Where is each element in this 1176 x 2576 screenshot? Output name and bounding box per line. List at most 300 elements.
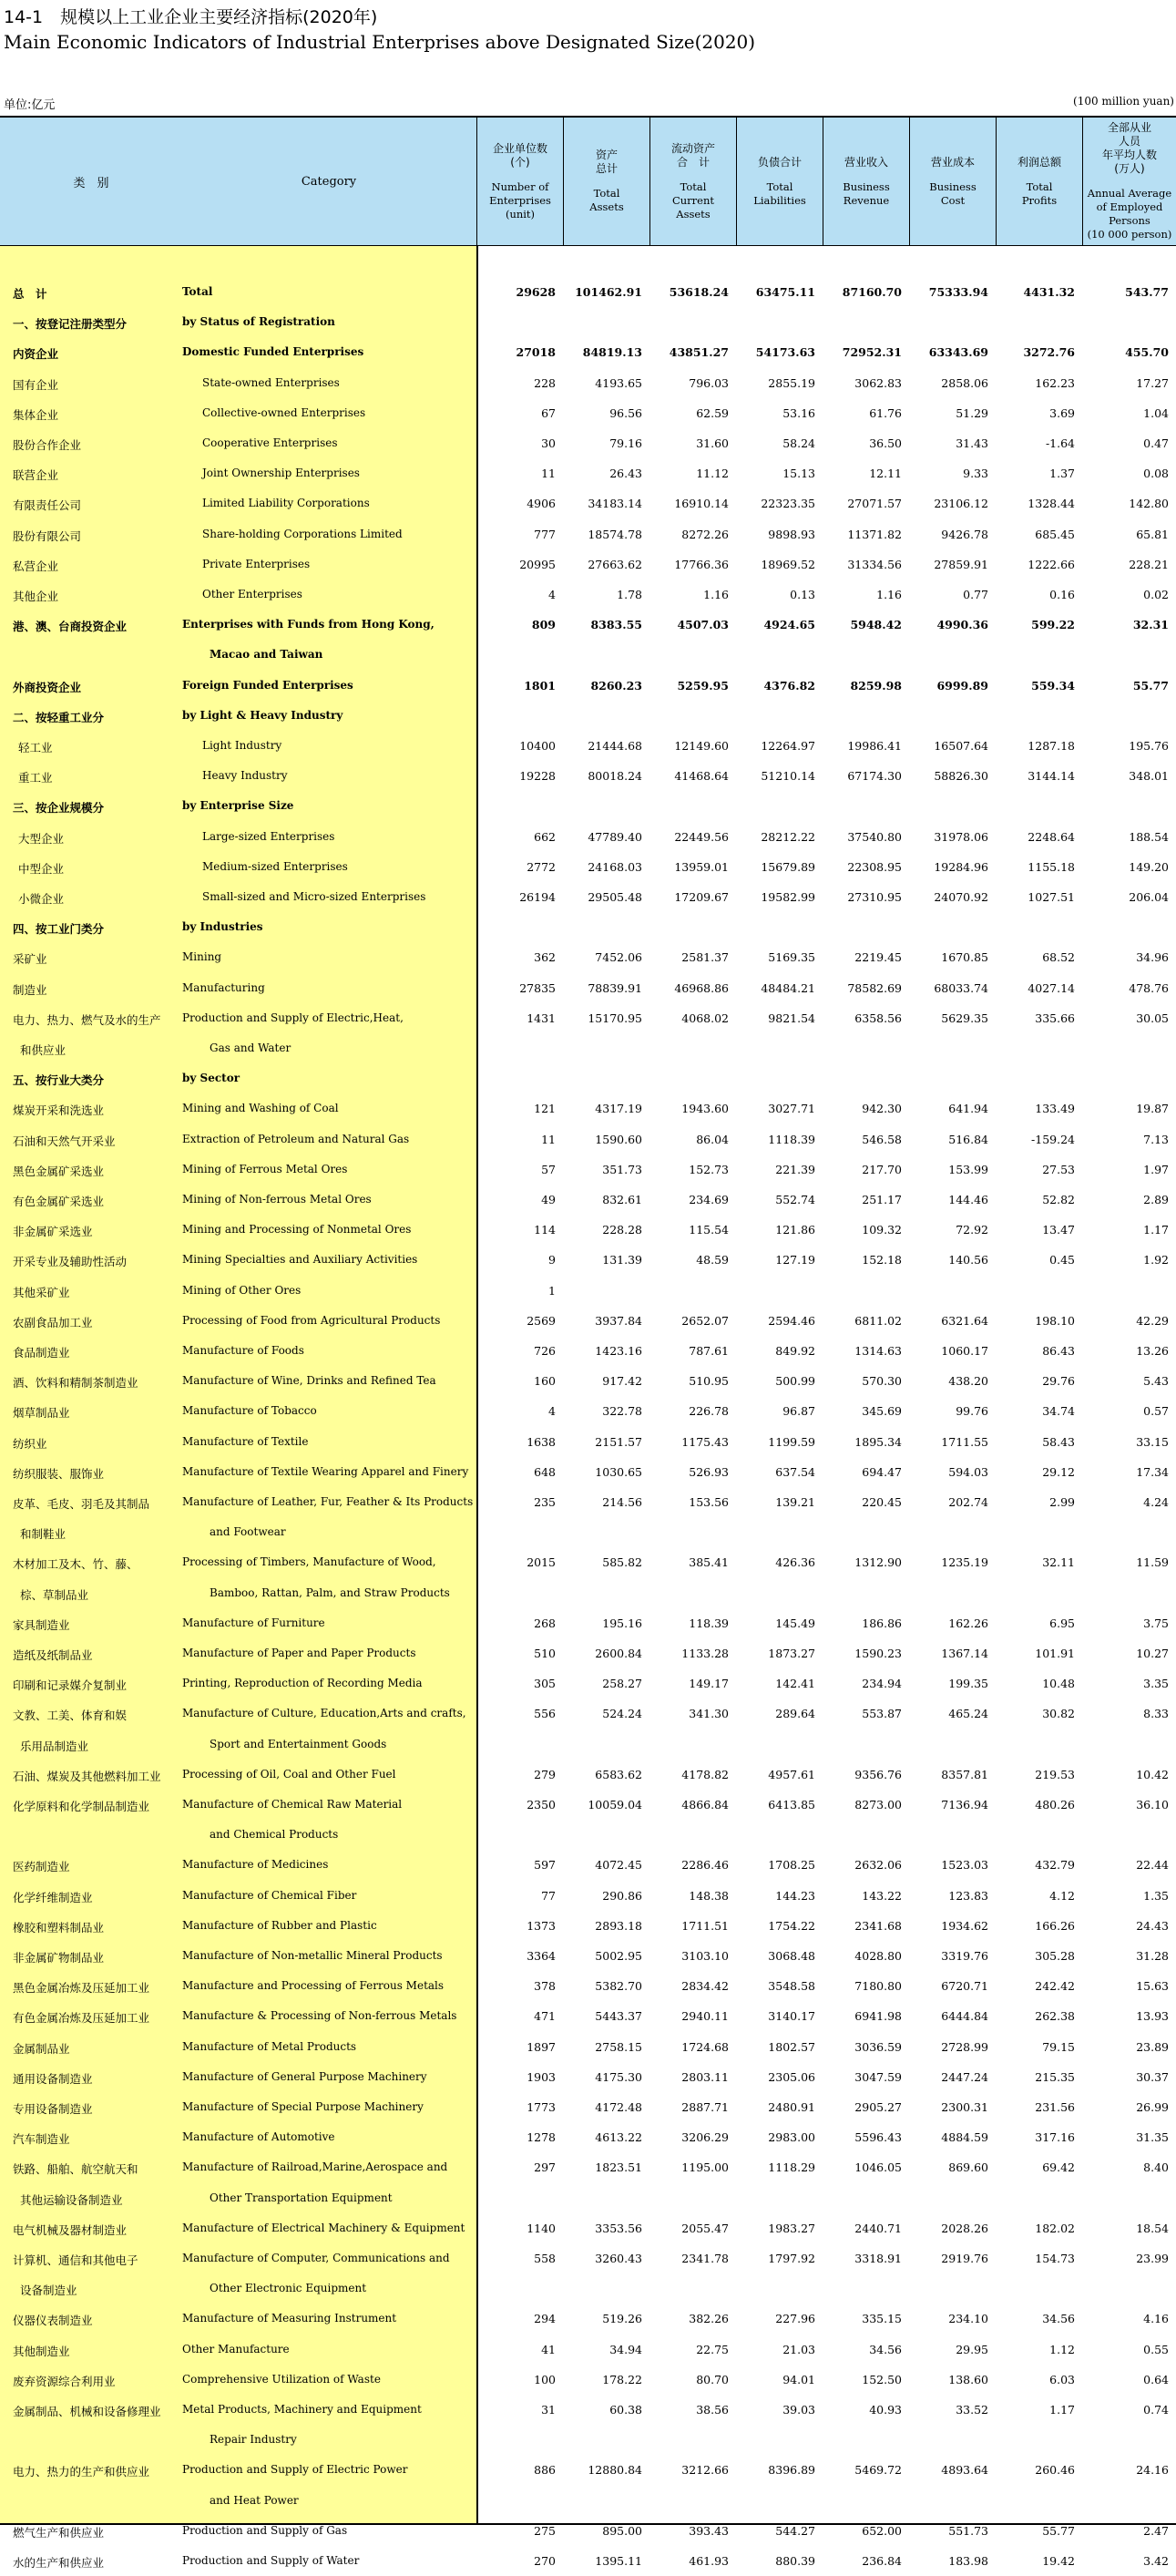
row-value: 4178.82 <box>681 1767 729 1781</box>
row-category-en: and Heat Power <box>210 2493 299 2507</box>
row-value: 1.92 <box>1143 1253 1169 1267</box>
row-value: 685.45 <box>1035 527 1075 541</box>
row-value: 1195.00 <box>681 2160 729 2175</box>
row-value: 1797.92 <box>768 2252 815 2265</box>
row-value: 49 <box>541 1193 556 1206</box>
row-value: 6941.98 <box>854 2009 902 2024</box>
row-category-en: Production and Supply of Water <box>182 2554 360 2567</box>
table-row <box>0 1579 1176 1608</box>
row-value: 6811.02 <box>854 1313 902 1328</box>
row-value: 8272.26 <box>681 527 729 541</box>
row-value: 2341.68 <box>854 1918 902 1933</box>
row-category-zh: 水的生产和供应业 <box>13 2556 105 2570</box>
table-row <box>0 1185 1176 1215</box>
row-value: 2632.06 <box>854 1858 902 1873</box>
row-value: 1027.51 <box>1028 890 1075 904</box>
row-value: 270 <box>534 2554 556 2568</box>
row-value: 886 <box>534 2463 556 2478</box>
header-column-zh: 资产 总计 <box>595 149 618 175</box>
row-category-zh: 化学纤维制造业 <box>13 1890 93 1904</box>
table-row <box>0 2487 1176 2516</box>
row-value: 3140.17 <box>768 2009 815 2024</box>
row-value: 13.93 <box>1136 2009 1169 2024</box>
row-value: 235 <box>534 1495 556 1509</box>
row-value: 726 <box>534 1344 556 1358</box>
row-value: 251.17 <box>862 1193 902 1206</box>
row-value: 7452.06 <box>595 950 642 965</box>
row-category-zh: 其他企业 <box>13 590 59 603</box>
table-row <box>0 1458 1176 1487</box>
table-row <box>0 1034 1176 1063</box>
row-category-zh: 外商投资企业 <box>13 680 82 694</box>
row-value: 1983.27 <box>768 2221 815 2235</box>
row-value: 6720.71 <box>941 1979 988 1994</box>
row-value: 183.98 <box>948 2554 988 2568</box>
table-row <box>0 1912 1176 1941</box>
row-category-en: Production and Supply of Gas <box>182 2523 348 2537</box>
row-category-en: Medium-sized Enterprises <box>202 859 348 873</box>
row-value: 5469.72 <box>854 2463 902 2478</box>
row-value: 23.89 <box>1136 2039 1169 2054</box>
row-value: 67174.30 <box>847 769 902 784</box>
row-value: 9356.76 <box>854 1767 902 1781</box>
table-row <box>0 2274 1176 2304</box>
row-value: 23106.12 <box>934 497 988 511</box>
row-category-zh: 铁路、船舶、航空航天和 <box>13 2162 138 2177</box>
row-value: 2.89 <box>1143 1193 1169 1206</box>
row-category-en: Printing, Reproduction of Recording Media <box>182 1677 423 1690</box>
row-value: 29.95 <box>956 2342 988 2356</box>
row-value: 3.35 <box>1143 1677 1169 1691</box>
row-category-zh: 石油和天然气开采业 <box>13 1134 116 1148</box>
row-category-zh: 汽车制造业 <box>13 2132 70 2147</box>
row-value: 378 <box>534 1979 556 1994</box>
row-value: 3068.48 <box>768 1949 815 1963</box>
table-row <box>0 580 1176 610</box>
row-value: 220.45 <box>862 1495 902 1509</box>
row-value: 10059.04 <box>588 1798 642 1811</box>
row-value: 114 <box>534 1223 556 1237</box>
row-category-zh: 开采专业及辅助性活动 <box>13 1255 128 1269</box>
row-value: 19582.99 <box>761 890 815 904</box>
row-category-zh: 煤炭开采和洗选业 <box>13 1103 105 1118</box>
row-value: 34.74 <box>1042 1404 1075 1419</box>
row-value: 27071.57 <box>847 497 902 511</box>
row-value: 9898.93 <box>768 527 815 541</box>
row-value: 4028.80 <box>854 1949 902 1963</box>
row-value: 12880.84 <box>588 2463 642 2478</box>
row-value: 6583.62 <box>595 1767 642 1781</box>
row-value: 18.54 <box>1136 2221 1169 2235</box>
row-value: 648 <box>534 1464 556 1479</box>
row-category-en: Other Electronic Equipment <box>210 2282 367 2295</box>
row-value: 1638 <box>527 1434 556 1449</box>
row-category-zh: 医药制造业 <box>13 1860 70 1874</box>
row-value: 0.77 <box>963 588 988 601</box>
row-value: 32.31 <box>1132 618 1169 632</box>
row-value: 8259.98 <box>850 678 902 693</box>
table-row <box>0 943 1176 972</box>
row-value: 1802.57 <box>768 2039 815 2054</box>
row-value: 455.70 <box>1125 345 1169 360</box>
row-value: 2055.47 <box>681 2221 729 2235</box>
header-column-en: Total Profits <box>1021 180 1058 207</box>
row-value: 662 <box>534 829 556 844</box>
table-row <box>0 2184 1176 2213</box>
row-value: 1.97 <box>1143 1162 1169 1176</box>
row-category-zh: 石油、煤炭及其他燃料加工业 <box>13 1769 161 1783</box>
row-value: 26.43 <box>609 467 642 481</box>
row-value: 2600.84 <box>595 1647 642 1660</box>
table-row <box>0 459 1176 488</box>
row-value: 29.76 <box>1042 1374 1075 1389</box>
row-value: 217.70 <box>862 1162 902 1176</box>
row-category-en: Comprehensive Utilization of Waste <box>182 2372 381 2386</box>
row-value: 186.86 <box>862 1616 902 1630</box>
row-value: 48484.21 <box>761 980 815 995</box>
row-category-en: Manufacture of Chemical Fiber <box>182 1888 357 1902</box>
row-category-en: Extraction of Petroleum and Natural Gas <box>182 1132 410 1145</box>
row-value: 11.12 <box>696 467 729 481</box>
row-value: 438.20 <box>948 1374 988 1389</box>
row-value: 3047.59 <box>854 2069 902 2084</box>
row-category-zh: 四、按工业门类分 <box>13 922 105 937</box>
row-category-zh: 小微企业 <box>18 892 65 906</box>
header-column-en: Total Assets <box>589 187 624 213</box>
row-value: 231.56 <box>1035 2100 1075 2114</box>
row-value: 148.38 <box>689 1888 729 1903</box>
row-value: 11 <box>541 467 556 481</box>
header-column-4 <box>736 118 823 245</box>
row-category-zh: 电力、热力的生产和供应业 <box>13 2465 150 2479</box>
row-value: 99.76 <box>956 1404 988 1419</box>
row-category-en: Processing of Timbers, Manufacture of Wood, <box>182 1555 436 1569</box>
row-value: 80.70 <box>696 2372 729 2386</box>
table-row <box>0 1428 1176 1457</box>
table-row <box>0 2214 1176 2243</box>
row-value: 1.16 <box>876 588 902 601</box>
table-row <box>0 2063 1176 2092</box>
row-category-en: Manufacturing <box>182 980 265 994</box>
row-value: 34.94 <box>609 2342 642 2356</box>
row-value: 1943.60 <box>681 1102 729 1116</box>
row-value: 13.47 <box>1042 1223 1075 1237</box>
row-category-en: Collective-owned Enterprises <box>202 405 366 419</box>
row-value: 2758.15 <box>595 2039 642 2054</box>
row-value: 75333.94 <box>928 285 988 299</box>
row-category-zh: 国有企业 <box>13 377 59 392</box>
row-value: 3144.14 <box>1028 769 1075 784</box>
row-value: 166.26 <box>1035 1918 1075 1933</box>
row-value: 31.43 <box>956 436 988 450</box>
row-value: 27663.62 <box>588 557 642 571</box>
row-category-zh: 重工业 <box>18 771 53 785</box>
row-category-en: by Sector <box>182 1072 240 1085</box>
row-value: 585.82 <box>602 1555 642 1570</box>
row-value: 22.44 <box>1136 1858 1169 1873</box>
header-column-6 <box>909 118 996 245</box>
row-value: 219.53 <box>1035 1767 1075 1781</box>
row-value: 4.16 <box>1143 2312 1169 2326</box>
row-value: 6413.85 <box>768 1798 815 1811</box>
row-value: 305 <box>534 1677 556 1691</box>
row-value: 2983.00 <box>768 2130 815 2145</box>
row-value: 28212.22 <box>761 829 815 844</box>
row-value: 1711.55 <box>941 1434 988 1449</box>
row-category-zh: 非金属矿采选业 <box>13 1225 93 1239</box>
row-category-zh: 计算机、通信和其他电子 <box>13 2253 138 2267</box>
row-value: 58.43 <box>1042 1434 1075 1449</box>
row-value: 31978.06 <box>934 829 988 844</box>
row-category-en: Small-sized and Micro-sized Enterprises <box>202 890 426 903</box>
table-row <box>0 399 1176 428</box>
row-value: 543.77 <box>1125 285 1169 299</box>
row-category-en: Manufacture of Electrical Machinery & Equipment <box>182 2221 465 2234</box>
row-value: 152.73 <box>689 1162 729 1176</box>
row-value: 9.33 <box>963 467 988 481</box>
table-row <box>0 702 1176 731</box>
row-value: 145.49 <box>775 1616 815 1630</box>
row-value: 5002.95 <box>595 1949 642 1963</box>
row-value: 1395.11 <box>595 2554 642 2568</box>
row-value: 8273.00 <box>854 1798 902 1811</box>
row-value: 0.64 <box>1143 2372 1169 2386</box>
row-value: 777 <box>534 527 556 541</box>
header-column-zh: 利润总额 <box>1017 155 1061 169</box>
row-value: 260.46 <box>1035 2463 1075 2478</box>
row-category-en: Mining of Other Ores <box>182 1283 302 1297</box>
row-category-en: Production and Supply of Electric Power <box>182 2463 408 2477</box>
row-value: 1222.66 <box>1028 557 1075 571</box>
table-row <box>0 1125 1176 1155</box>
row-value: 3260.43 <box>595 2252 642 2265</box>
row-category-zh: 有色金属矿采选业 <box>13 1195 105 1208</box>
row-value: 641.94 <box>948 1102 988 1116</box>
row-value: 79.16 <box>609 436 642 450</box>
row-value: 1590.60 <box>595 1132 642 1146</box>
row-value: 4172.48 <box>595 2100 642 2114</box>
table-row <box>0 1155 1176 1185</box>
row-value: 2028.26 <box>941 2221 988 2235</box>
row-value: 1.17 <box>1143 1223 1169 1237</box>
table-row <box>0 1699 1176 1729</box>
row-value: 127.19 <box>775 1253 815 1267</box>
row-value: 694.47 <box>862 1464 902 1479</box>
row-category-en: and Footwear <box>210 1525 286 1539</box>
row-category-zh: 五、按行业大类分 <box>13 1073 105 1088</box>
row-value: 142.80 <box>1129 497 1169 511</box>
row-value: 4.24 <box>1143 1495 1169 1509</box>
row-value: 202.74 <box>948 1495 988 1509</box>
row-value: 510 <box>534 1647 556 1660</box>
row-category-zh: 金属制品、机械和设备修理业 <box>13 2405 161 2418</box>
table-header <box>0 118 1176 246</box>
row-category-en: Mining of Ferrous Metal Ores <box>182 1162 348 1175</box>
table-row <box>0 1882 1176 1911</box>
row-value: 526.93 <box>689 1464 729 1479</box>
row-value: 34.56 <box>869 2342 902 2356</box>
row-value: 11 <box>541 1132 556 1146</box>
row-category-zh: 内资企业 <box>13 347 59 362</box>
row-value: 2440.71 <box>854 2221 902 2235</box>
row-category-zh: 其他采矿业 <box>13 1285 70 1299</box>
row-category-en: and Chemical Products <box>210 1828 339 1842</box>
row-value: -159.24 <box>1031 1132 1075 1146</box>
row-value: 7136.94 <box>941 1798 988 1811</box>
row-value: 5382.70 <box>595 1979 642 1994</box>
row-value: 3.42 <box>1143 2554 1169 2568</box>
row-value: 1.04 <box>1143 405 1169 420</box>
row-value: 551.73 <box>948 2523 988 2538</box>
row-value: 6358.56 <box>854 1011 902 1025</box>
row-value: 38.56 <box>696 2403 729 2417</box>
row-category-zh: 橡胶和塑料制品业 <box>13 1920 105 1935</box>
row-value: 1278 <box>527 2130 556 2145</box>
table-row <box>0 1064 1176 1093</box>
table-row <box>0 369 1176 398</box>
row-value: 4317.19 <box>595 1102 642 1116</box>
table-row <box>0 1246 1176 1275</box>
row-category-en: Manufacture of Furniture <box>182 1616 325 1629</box>
row-value: 144.23 <box>775 1888 815 1903</box>
row-value: 832.61 <box>602 1193 642 1206</box>
header-column-en: Number of Enterprises (unit) <box>489 180 551 221</box>
row-value: 29.12 <box>1042 1464 1075 1479</box>
row-value: 558 <box>534 2252 556 2265</box>
table-row <box>0 520 1176 549</box>
row-value: 11371.82 <box>847 527 902 541</box>
row-value: 27.53 <box>1042 1162 1075 1176</box>
row-category-en: Gas and Water <box>210 1042 291 1054</box>
row-category-en: Manufacture of Culture, Education,Arts and crafts, <box>182 1707 466 1720</box>
row-value: 68033.74 <box>934 980 988 995</box>
row-value: 24.43 <box>1136 1918 1169 1933</box>
table-row <box>0 1216 1176 1245</box>
row-category-en: Manufacture of Paper and Paper Products <box>182 1647 416 1659</box>
row-value: 2803.11 <box>681 2069 729 2084</box>
row-value: 335.15 <box>862 2312 902 2326</box>
table-row <box>0 1639 1176 1668</box>
row-value: 15.13 <box>782 467 815 481</box>
table-row <box>0 2153 1176 2182</box>
row-value: 289.64 <box>775 1707 815 1721</box>
header-category-en: Category <box>301 174 357 189</box>
row-category-en: Heavy Industry <box>202 769 288 783</box>
row-value: 62.59 <box>696 405 729 420</box>
table-row <box>0 2093 1176 2122</box>
row-value: 86.43 <box>1042 1344 1075 1358</box>
row-value: 809 <box>531 618 556 632</box>
row-value: 4193.65 <box>595 375 642 390</box>
row-value: 30.82 <box>1042 1707 1075 1721</box>
row-value: 5629.35 <box>941 1011 988 1025</box>
row-value: 2350 <box>527 1798 556 1811</box>
row-value: 133.49 <box>1035 1102 1075 1116</box>
row-value: 1235.19 <box>941 1555 988 1570</box>
row-value: 46968.86 <box>674 980 729 995</box>
row-value: 18969.52 <box>761 557 815 571</box>
row-value: 22.75 <box>696 2342 729 2356</box>
table-row <box>0 1669 1176 1699</box>
row-category-en: Manufacture of Wine, Drinks and Refined Tea <box>182 1374 436 1388</box>
row-value: 559.34 <box>1031 678 1075 693</box>
row-value: 11.59 <box>1136 1555 1169 1570</box>
row-category-en: Mining and Washing of Coal <box>182 1102 339 1115</box>
row-value: 142.41 <box>775 1677 815 1691</box>
table-row <box>0 1518 1176 1547</box>
row-value: 149.17 <box>689 1677 729 1691</box>
row-category-en: by Light & Heavy Industry <box>182 708 343 722</box>
row-value: 3548.58 <box>768 1979 815 1994</box>
row-value: 880.39 <box>775 2554 815 2568</box>
table-row <box>0 1397 1176 1426</box>
row-value: 228.21 <box>1129 557 1169 571</box>
row-value: 3212.66 <box>681 2463 729 2478</box>
row-value: 1.35 <box>1143 1888 1169 1903</box>
row-value: 2151.57 <box>595 1434 642 1449</box>
row-value: 1060.17 <box>941 1344 988 1358</box>
row-value: 478.76 <box>1129 980 1169 995</box>
header-column-5 <box>823 118 909 245</box>
row-value: 1314.63 <box>854 1344 902 1358</box>
table-row <box>0 1791 1176 1820</box>
row-value: 917.42 <box>602 1374 642 1389</box>
row-category-en: Repair Industry <box>210 2433 297 2447</box>
row-value: 2919.76 <box>941 2252 988 2265</box>
header-column-en: Total Current Assets <box>671 180 715 221</box>
row-value: 19.87 <box>1136 1102 1169 1116</box>
row-category-zh: 烟草制品业 <box>13 1406 70 1421</box>
row-category-en: Manufacture of Textile Wearing Apparel and Finery <box>182 1464 469 1478</box>
row-value: 1.37 <box>1049 467 1075 481</box>
row-value: 297 <box>534 2160 556 2175</box>
row-value: 58826.30 <box>934 769 988 784</box>
row-value: 10.48 <box>1042 1677 1075 1691</box>
row-value: 1118.29 <box>768 2160 815 2175</box>
row-category-en: Manufacture of Railroad,Marine,Aerospace and <box>182 2160 448 2174</box>
row-category-en: Manufacture & Processing of Non-ferrous Metals <box>182 2009 457 2023</box>
row-value: 34.56 <box>1042 2312 1075 2326</box>
table-row <box>0 792 1176 821</box>
row-category-en: Processing of Oil, Coal and Other Fuel <box>182 1767 396 1781</box>
row-value: 123.83 <box>948 1888 988 1903</box>
row-value: 23.99 <box>1136 2252 1169 2265</box>
row-value: 31334.56 <box>847 557 902 571</box>
row-value: 8383.55 <box>590 618 642 632</box>
indicators-table <box>0 116 1176 2570</box>
row-value: 149.20 <box>1129 859 1169 874</box>
row-value: 34183.14 <box>588 497 642 511</box>
row-value: 22308.95 <box>847 859 902 874</box>
row-value: 37540.80 <box>847 829 902 844</box>
table-row <box>0 2335 1176 2365</box>
row-value: 1030.65 <box>595 1464 642 1479</box>
table-row <box>0 913 1176 942</box>
row-value: 54173.63 <box>755 345 815 360</box>
table-row <box>0 1851 1176 1880</box>
row-category-en: Production and Supply of Electric,Heat, <box>182 1011 404 1024</box>
row-value: 0.08 <box>1143 467 1169 481</box>
row-value: 13959.01 <box>674 859 729 874</box>
row-value: 4 <box>548 1404 556 1419</box>
row-value: 3937.84 <box>595 1313 642 1328</box>
row-category-zh: 大型企业 <box>18 831 65 846</box>
row-value: 345.69 <box>862 1404 902 1419</box>
row-category-zh: 和制鞋业 <box>20 1527 66 1542</box>
row-category-zh: 其他运输设备制造业 <box>20 2192 123 2207</box>
row-category-zh: 总 计 <box>13 287 47 301</box>
row-category-zh: 化学原料和化学制品制造业 <box>13 1800 150 1813</box>
